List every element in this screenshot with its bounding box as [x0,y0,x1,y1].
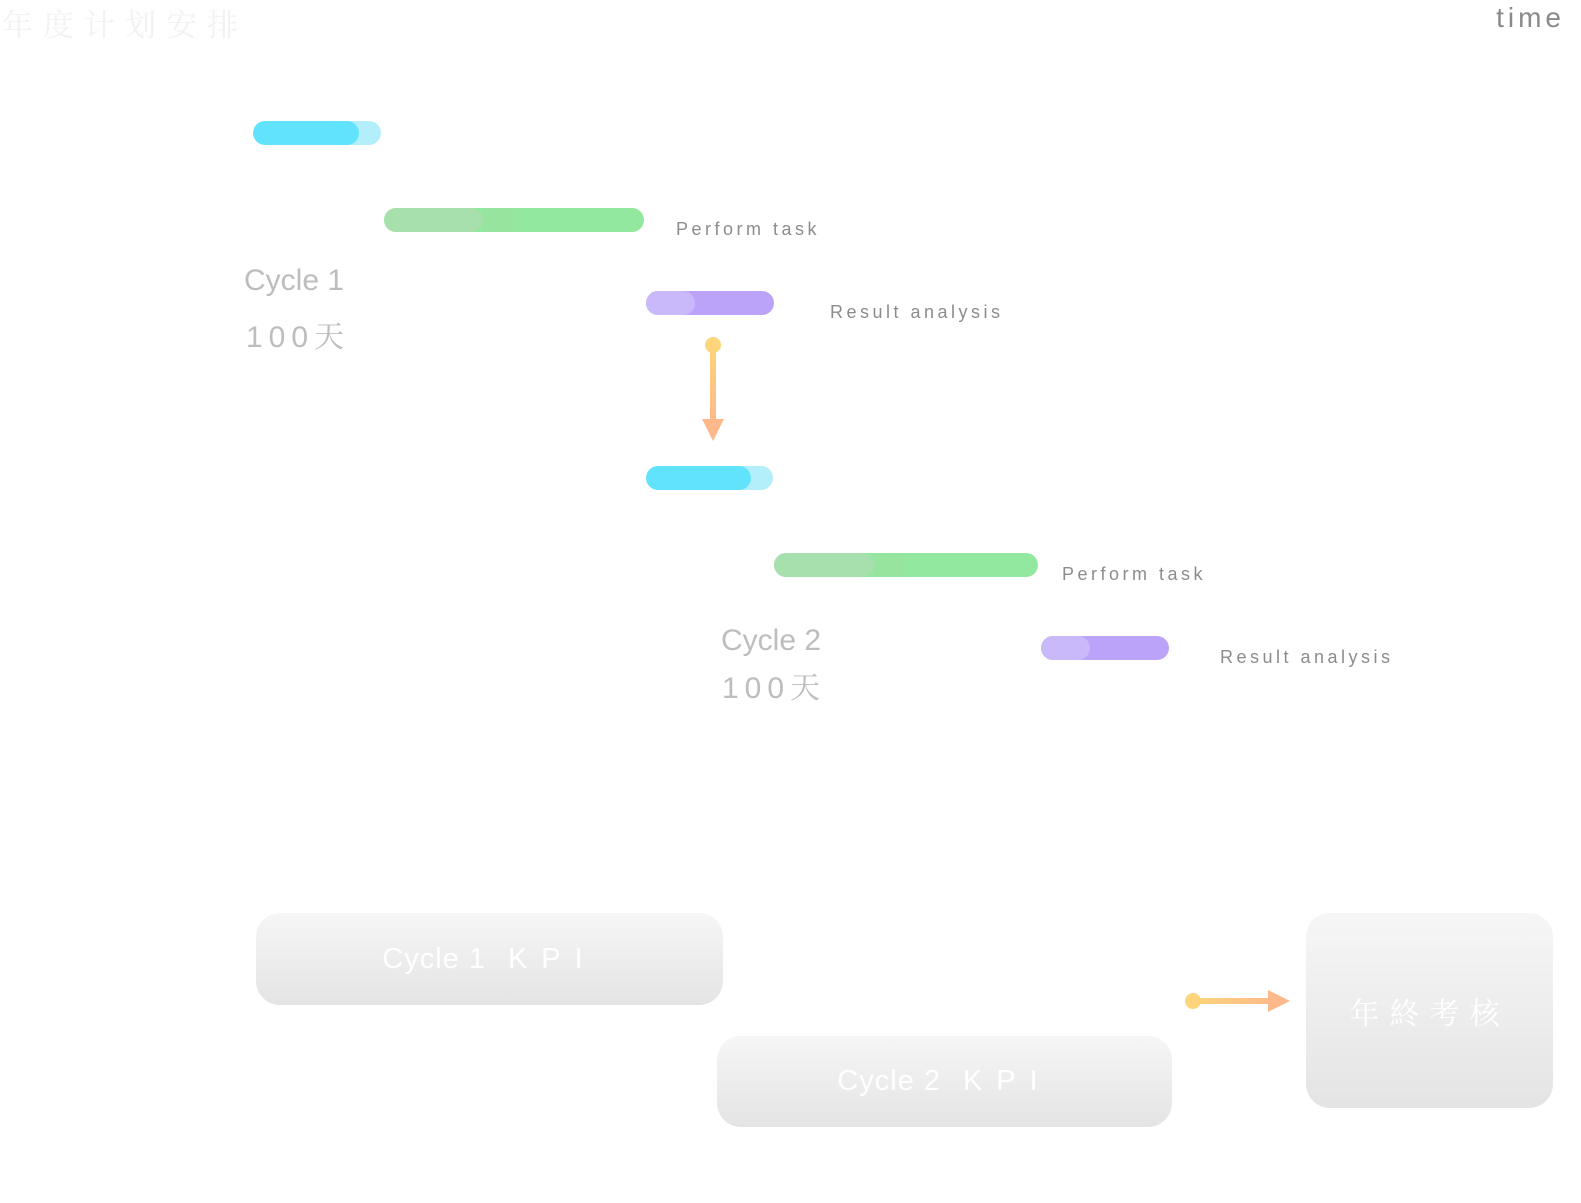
cycle1-prepare-bar [253,121,381,145]
cycle1-kpi-label: Cycle 1 [382,942,486,975]
cycle2-analysis-bar [1041,636,1169,660]
cycle2-name: Cycle 2 [721,624,822,657]
cycle2-kpi-box [717,1036,1172,1127]
cycle2-kpi-tag: KPI [962,1065,1052,1097]
cycle1-days: 100天 [246,321,351,354]
cycle1-analysis-label: Result analysis [830,302,1004,322]
cycle1-kpi-tag: KPI [507,942,597,975]
time-axis-label: time [1496,2,1565,33]
final-review-label: 年終考核 [1349,997,1510,1031]
cycle-transition-arrow [695,333,731,445]
cycle2-days: 100天 [722,672,827,705]
final-review-arrow [1180,986,1294,1016]
cycle2-analysis-label: Result analysis [1220,647,1394,667]
cycle1-perform-label: Perform task [676,219,821,239]
page-title: 年度计划安排 [2,8,248,43]
cycle1-analysis-bar [646,291,774,315]
cycle2-kpi-label: Cycle 2 [837,1065,941,1097]
cycle1-kpi-box [256,913,723,1005]
cycle1-name: Cycle 1 [244,264,345,297]
cycle1-perform-bar [384,208,644,232]
cycle2-prepare-bar [646,466,773,490]
final-review-box [1306,913,1553,1108]
cycle2-perform-label: Perform task [1062,564,1207,584]
cycle2-perform-bar [774,553,1038,577]
